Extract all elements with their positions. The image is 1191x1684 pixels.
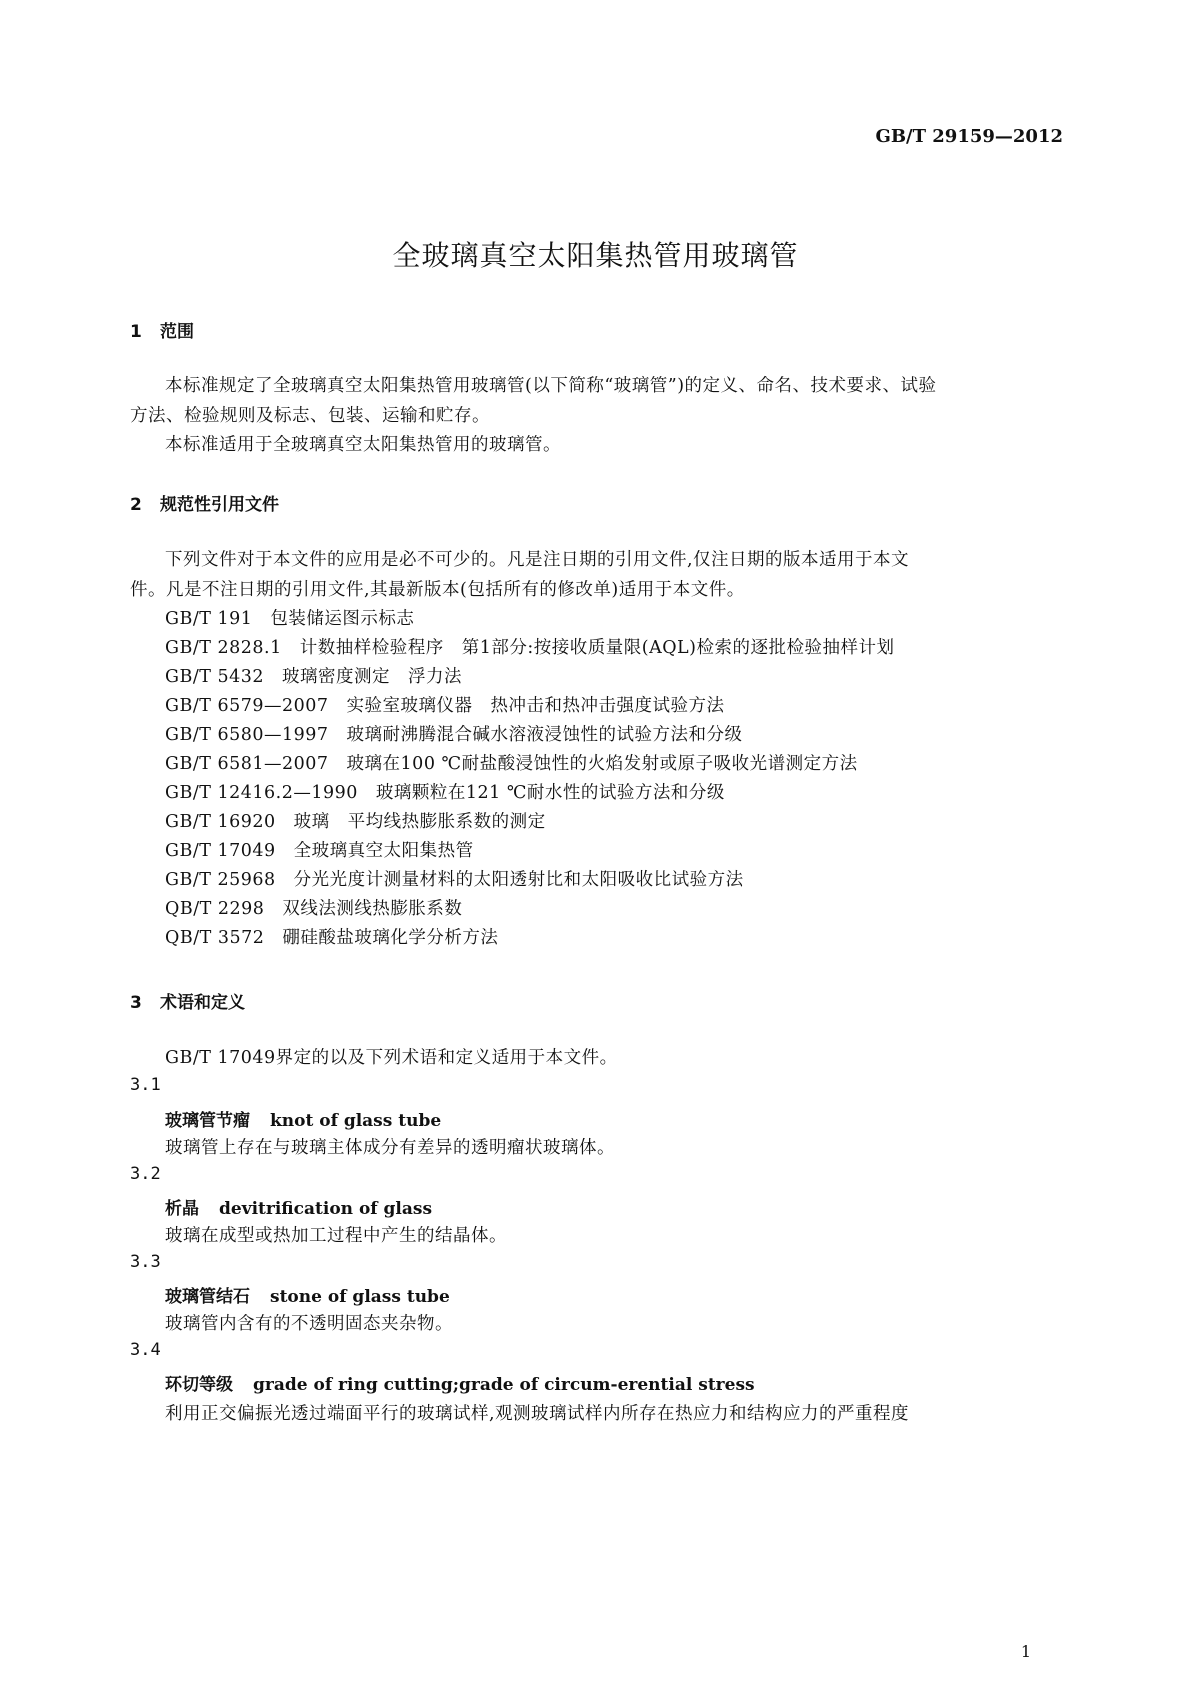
reference-title: 实验室玻璃仪器 热冲击和热冲击强度试验方法 xyxy=(346,696,725,716)
section-number: 3 xyxy=(130,993,142,1013)
section-number: 1 xyxy=(130,322,142,342)
reference-code: GB/T 12416.2—1990 xyxy=(165,783,358,803)
term-definition: 利用正交偏振光透过端面平行的玻璃试样,观测玻璃试样内所存在热应力和结构应力的严重程度 xyxy=(165,1404,910,1424)
term-zh: 环切等级 xyxy=(165,1375,233,1395)
section-3-heading xyxy=(130,988,245,1013)
term-definition: 玻璃在成型或热加工过程中产生的结晶体。 xyxy=(165,1226,507,1246)
reference-title: 包装储运图示标志 xyxy=(270,609,415,629)
reference-item xyxy=(165,924,498,949)
term-zh: 玻璃管节瘤 xyxy=(165,1111,250,1131)
reference-item xyxy=(165,837,474,862)
term-heading xyxy=(165,1370,755,1395)
reference-item xyxy=(165,895,462,920)
section-2-intro-line-2: 件。凡是不注日期的引用文件,其最新版本(包括所有的修改单)适用于本文件。 xyxy=(130,580,745,600)
section-1-paragraph-1-line-2: 方法、检验规则及标志、包装、运输和贮存。 xyxy=(130,406,490,426)
reference-code: GB/T 5432 xyxy=(165,667,265,687)
reference-title: 玻璃颗粒在121 ℃耐水性的试验方法和分级 xyxy=(375,783,725,803)
reference-code: QB/T 2298 xyxy=(165,899,265,919)
section-number: 2 xyxy=(130,495,142,515)
term-zh: 玻璃管结石 xyxy=(165,1287,250,1307)
section-1-heading xyxy=(130,317,194,342)
section-title: 规范性引用文件 xyxy=(160,495,279,515)
reference-title: 玻璃耐沸腾混合碱水溶液浸蚀性的试验方法和分级 xyxy=(346,725,743,745)
reference-code: QB/T 3572 xyxy=(165,928,265,948)
term-en: stone of glass tube xyxy=(270,1287,450,1307)
term-zh: 析晶 xyxy=(165,1199,199,1219)
term-en: grade of ring cutting;grade of circum-erential stress xyxy=(253,1375,755,1395)
term-heading xyxy=(165,1106,441,1131)
reference-item xyxy=(165,808,546,833)
page-number: 1 xyxy=(1020,1642,1031,1661)
reference-title: 玻璃密度测定 浮力法 xyxy=(282,667,463,687)
reference-code: GB/T 25968 xyxy=(165,870,276,890)
reference-item xyxy=(165,634,895,659)
term-definition: 玻璃管内含有的不透明固态夹杂物。 xyxy=(165,1314,453,1334)
section-2-intro-line-1: 下列文件对于本文件的应用是必不可少的。凡是注日期的引用文件,仅注日期的版本适用于本文 xyxy=(165,550,910,570)
reference-code: GB/T 16920 xyxy=(165,812,276,832)
reference-code: GB/T 6580—1997 xyxy=(165,725,329,745)
term-en: devitrification of glass xyxy=(219,1199,433,1219)
section-3-intro: GB/T 17049界定的以及下列术语和定义适用于本文件。 xyxy=(165,1048,618,1068)
term-number: 3.3 xyxy=(130,1252,161,1272)
reference-item xyxy=(165,605,414,630)
reference-title: 全玻璃真空太阳集热管 xyxy=(293,841,474,861)
reference-item xyxy=(165,779,725,804)
section-1-paragraph-2: 本标准适用于全玻璃真空太阳集热管用的玻璃管。 xyxy=(165,435,561,455)
section-title: 范围 xyxy=(160,322,194,342)
reference-title: 玻璃在100 ℃耐盐酸浸蚀性的火焰发射或原子吸收光谱测定方法 xyxy=(346,754,858,774)
reference-code: GB/T 17049 xyxy=(165,841,276,861)
term-heading xyxy=(165,1282,450,1307)
reference-title: 双线法测线热膨胀系数 xyxy=(282,899,463,919)
reference-item xyxy=(165,866,744,891)
document-title: 全玻璃真空太阳集热管用玻璃管 xyxy=(392,239,799,272)
reference-title: 计数抽样检验程序 第1部分:按接收质量限(AQL)检索的逐批检验抽样计划 xyxy=(299,638,895,658)
reference-title: 分光光度计测量材料的太阳透射比和太阳吸收比试验方法 xyxy=(293,870,744,890)
section-1-paragraph-1-line-1: 本标准规定了全玻璃真空太阳集热管用玻璃管(以下简称“玻璃管”)的定义、命名、技术要求、试验 xyxy=(165,376,937,396)
reference-item xyxy=(165,663,462,688)
reference-code: GB/T 2828.1 xyxy=(165,638,282,658)
term-number: 3.4 xyxy=(130,1340,161,1360)
section-2-heading xyxy=(130,490,279,515)
standard-number: GB/T 29159—2012 xyxy=(875,126,1063,147)
section-title: 术语和定义 xyxy=(160,993,245,1013)
reference-code: GB/T 6579—2007 xyxy=(165,696,329,716)
reference-title: 玻璃 平均线热膨胀系数的测定 xyxy=(293,812,546,832)
term-number: 3.2 xyxy=(130,1164,161,1184)
reference-item xyxy=(165,721,743,746)
reference-code: GB/T 191 xyxy=(165,609,253,629)
reference-item xyxy=(165,750,858,775)
term-heading xyxy=(165,1194,432,1219)
term-definition: 玻璃管上存在与玻璃主体成分有差异的透明瘤状玻璃体。 xyxy=(165,1138,615,1158)
term-en: knot of glass tube xyxy=(270,1111,442,1131)
reference-code: GB/T 6581—2007 xyxy=(165,754,329,774)
reference-item xyxy=(165,692,725,717)
term-number: 3.1 xyxy=(130,1075,161,1095)
reference-title: 硼硅酸盐玻璃化学分析方法 xyxy=(282,928,499,948)
